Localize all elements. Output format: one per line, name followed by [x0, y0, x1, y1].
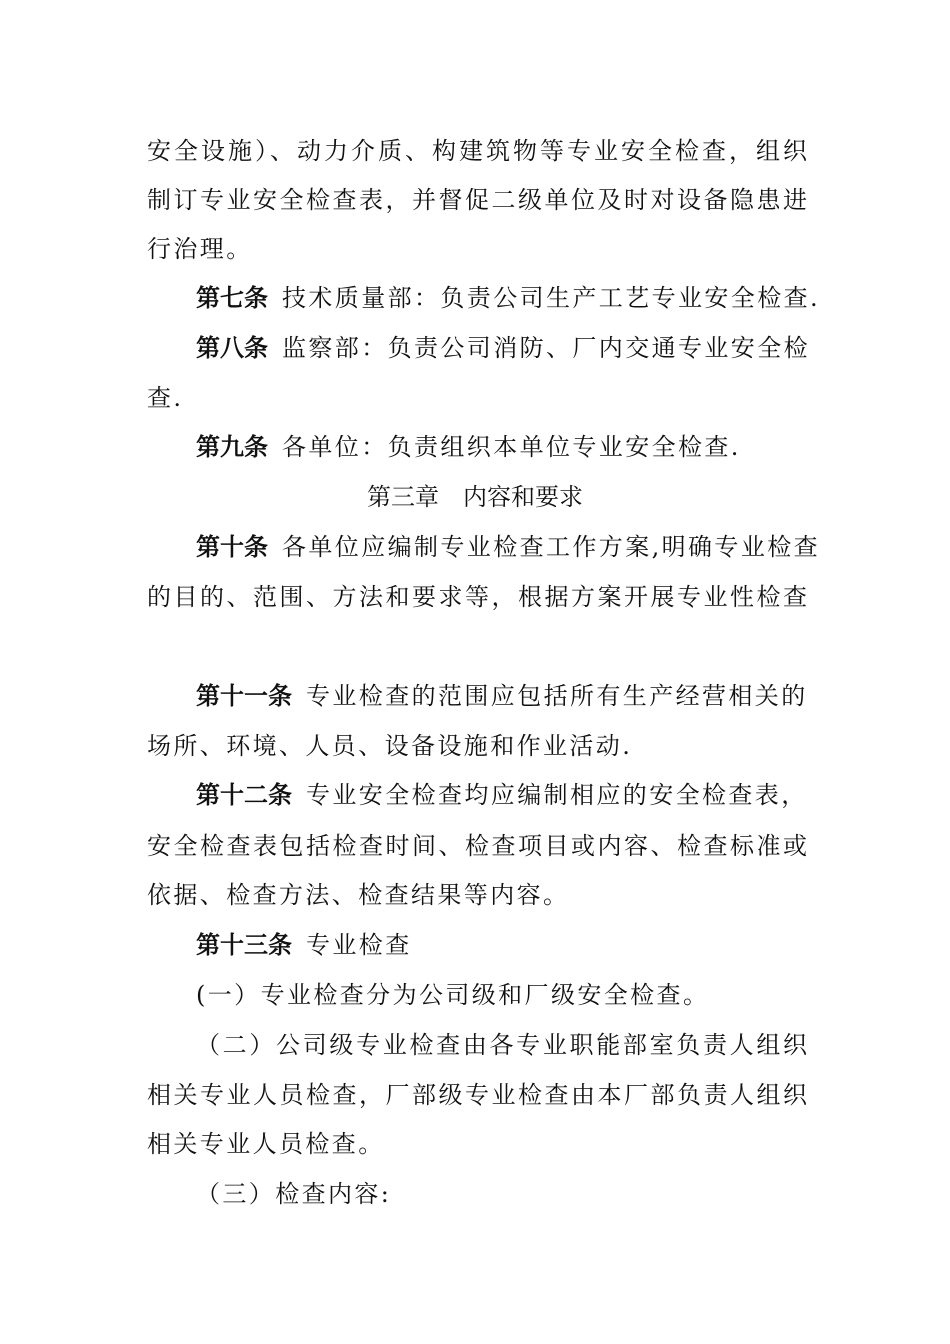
article-text: 专业检查: [306, 931, 412, 959]
article-label: 第十条: [196, 533, 268, 561]
article-label: 第十一条: [196, 682, 292, 710]
paragraph-line: 安全设施）、动力介质、构建筑物等专业安全检查，组织: [147, 137, 807, 165]
list-item-3: （三）检查内容:: [196, 1180, 392, 1208]
article-text: 各单位：负责组织本单位专业安全检查.: [282, 433, 741, 461]
article-text: 各单位应编制专业检查工作方案,明确专业检查: [282, 533, 821, 561]
paragraph-line: 安全检查表包括检查时间、检查项目或内容、检查标准或: [147, 832, 807, 860]
list-item-2: （二）公司级专业检查由各专业职能部室负责人组织: [196, 1031, 807, 1059]
chapter-number: 第三章: [367, 483, 439, 511]
article-text: 专业安全检查均应编制相应的安全检查表，: [306, 781, 808, 809]
article-text: 监察部：负责公司消防、厂内交通专业安全检: [282, 334, 810, 362]
paragraph-line: 相关专业人员检查，厂部级专业检查由本厂部负责人组织: [147, 1081, 807, 1109]
paragraph-line: 行治理。: [147, 235, 253, 263]
article-11: [196, 679, 807, 713]
article-label: 第八条: [196, 334, 268, 362]
article-7: [196, 281, 821, 315]
article-9: [196, 430, 807, 464]
list-item-1: (一）专业检查分为公司级和厂级安全检查。: [196, 981, 710, 1009]
chapter-title: 内容和要求: [463, 483, 583, 511]
article-text: 技术质量部：负责公司生产工艺专业安全检查.: [282, 284, 821, 312]
article-text: 专业检查的范围应包括所有生产经营相关的: [306, 682, 808, 710]
article-label: 第九条: [196, 433, 268, 461]
article-label: 第十二条: [196, 781, 292, 809]
paragraph-line: 场所、环境、人员、设备设施和作业活动.: [147, 732, 633, 760]
paragraph-line: 的目的、范围、方法和要求等，根据方案开展专业性检查: [147, 583, 807, 611]
article-10: [196, 530, 821, 564]
paragraph-line: 依据、检查方法、检查结果等内容。: [147, 881, 570, 909]
article-13: [196, 928, 807, 962]
paragraph-line: 查.: [147, 384, 184, 412]
paragraph-line: 相关专业人员检查。: [147, 1130, 385, 1158]
article-label: 第七条: [196, 284, 268, 312]
paragraph-line: 制订专业安全检查表，并督促二级单位及时对设备隐患进: [147, 186, 807, 214]
article-8: [196, 331, 810, 365]
article-label: 第十三条: [196, 931, 292, 959]
article-12: [196, 778, 807, 812]
chapter-heading: [0, 480, 950, 514]
